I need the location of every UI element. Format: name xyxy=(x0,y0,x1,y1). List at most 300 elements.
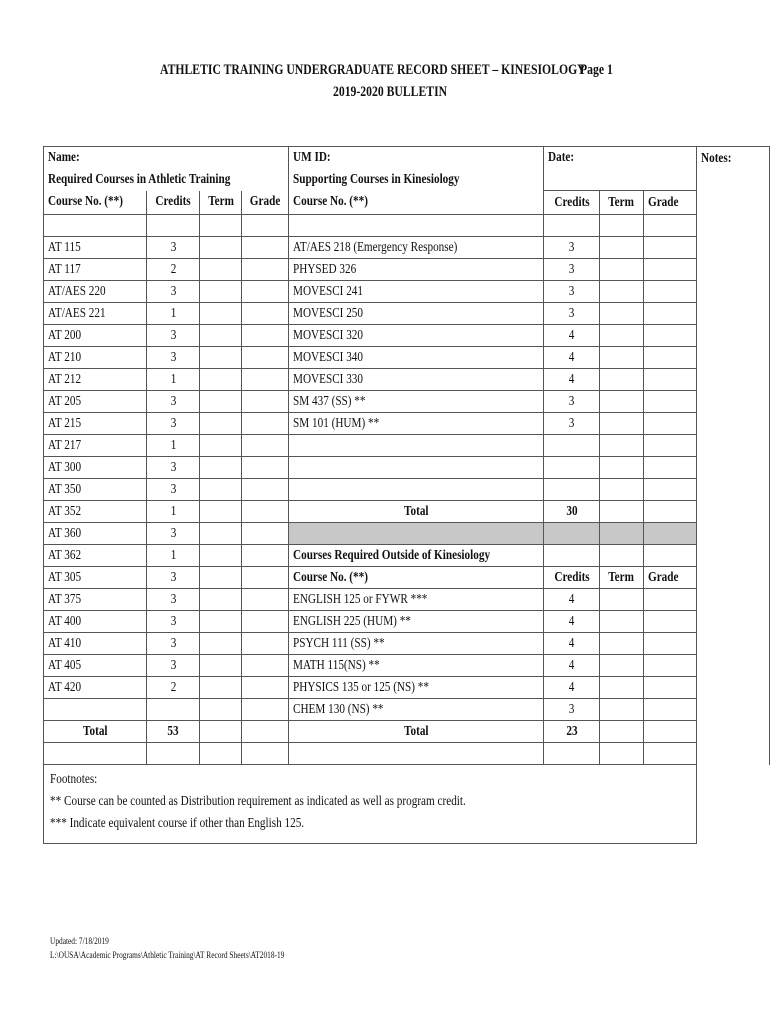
course-cell-text: AT 400 xyxy=(48,613,82,629)
grade-cell[interactable] xyxy=(241,567,288,589)
term-cell[interactable] xyxy=(600,237,644,259)
table-row xyxy=(44,655,770,677)
section-athletic-training-text: Required Courses in Athletic Training xyxy=(48,171,231,187)
col-term xyxy=(600,191,644,215)
term-cell[interactable] xyxy=(200,413,241,435)
course-cell xyxy=(44,501,147,523)
col-grade-text: Grade xyxy=(249,194,281,210)
credits-cell-text: 3 xyxy=(568,239,575,255)
credits-cell-text: 3 xyxy=(170,613,176,629)
credits-cell xyxy=(146,435,200,457)
credits-cell-text: 1 xyxy=(170,547,176,563)
notes-column xyxy=(696,147,769,237)
course-cell-text: AT 210 xyxy=(48,349,82,365)
grade-cell[interactable] xyxy=(241,413,288,435)
credits-cell xyxy=(146,237,200,259)
total-label-text: Total xyxy=(82,723,108,739)
blank xyxy=(600,721,644,743)
course-cell-text: AT/AES 221 xyxy=(48,305,106,321)
term-cell[interactable] xyxy=(200,721,241,743)
credits-cell xyxy=(146,501,200,523)
col-course-text: Course No. (**) xyxy=(48,194,123,210)
course-cell xyxy=(289,325,544,347)
credits-cell xyxy=(544,347,600,369)
blank xyxy=(289,435,544,457)
grade-cell[interactable] xyxy=(241,655,288,677)
grade-cell[interactable] xyxy=(643,655,696,677)
blank xyxy=(643,501,696,523)
course-cell-text: MATH 115(NS) ** xyxy=(293,657,380,673)
course-cell xyxy=(289,369,544,391)
col-term-text: Term xyxy=(207,194,234,210)
term-cell[interactable] xyxy=(200,347,241,369)
term-cell[interactable] xyxy=(200,325,241,347)
credits-cell xyxy=(146,677,200,699)
course-cell-text: AT 212 xyxy=(48,371,82,387)
grade-cell[interactable] xyxy=(241,721,288,743)
course-cell-text: MOVESCI 241 xyxy=(293,283,364,299)
grade-cell[interactable] xyxy=(643,479,696,501)
course-cell-text: AT 350 xyxy=(48,481,82,497)
col-grade xyxy=(241,191,288,215)
blank xyxy=(600,743,644,765)
term-cell[interactable] xyxy=(600,589,644,611)
course-cell-text: MOVESCI 250 xyxy=(293,305,364,321)
course-cell xyxy=(44,567,147,589)
grade-cell[interactable] xyxy=(643,325,696,347)
course-cell xyxy=(289,303,544,325)
credits-cell xyxy=(146,633,200,655)
term-cell[interactable] xyxy=(600,391,644,413)
credits-cell xyxy=(146,369,200,391)
grade-cell[interactable] xyxy=(643,369,696,391)
grade-cell[interactable] xyxy=(643,633,696,655)
term-cell[interactable] xyxy=(200,457,241,479)
grade-cell[interactable] xyxy=(241,589,288,611)
credits-cell xyxy=(146,281,200,303)
term-cell[interactable] xyxy=(200,281,241,303)
course-cell-text: AT 362 xyxy=(48,547,82,563)
grade-cell[interactable] xyxy=(241,743,288,765)
course-cell xyxy=(289,611,544,633)
course-cell-text: SM 101 (HUM) ** xyxy=(293,415,380,431)
course-cell xyxy=(44,633,147,655)
page-title: ATHLETIC TRAINING UNDERGRADUATE RECORD SHEET – KINESIOLOGY xyxy=(160,62,586,78)
outside-total-value-text: 23 xyxy=(566,723,578,739)
table-row xyxy=(44,169,770,191)
blank xyxy=(289,457,544,479)
table-row xyxy=(44,545,770,567)
course-cell xyxy=(44,413,147,435)
course-cell-text: MOVESCI 320 xyxy=(293,327,364,343)
table-row xyxy=(44,259,770,281)
table-row xyxy=(44,147,770,169)
grade-cell[interactable] xyxy=(643,259,696,281)
credits-cell-text: 4 xyxy=(568,657,575,673)
term-cell[interactable] xyxy=(200,743,241,765)
blank xyxy=(200,215,241,237)
credits-cell xyxy=(146,611,200,633)
credits-cell-text: 3 xyxy=(170,481,176,497)
course-cell-text: CHEM 130 (NS) ** xyxy=(293,701,384,717)
grade-cell[interactable] xyxy=(241,281,288,303)
credits-cell xyxy=(544,237,600,259)
notes-area[interactable] xyxy=(696,237,769,765)
credits-cell xyxy=(544,413,600,435)
credits-cell xyxy=(544,259,600,281)
grade-cell[interactable] xyxy=(241,457,288,479)
course-cell xyxy=(44,479,147,501)
grade-cell[interactable] xyxy=(241,633,288,655)
credits-cell xyxy=(544,325,600,347)
credits-cell-text: 3 xyxy=(568,701,575,717)
grade-cell[interactable] xyxy=(643,457,696,479)
term-cell[interactable] xyxy=(600,699,644,721)
date-label-text: Date: xyxy=(548,149,575,165)
course-cell xyxy=(44,237,147,259)
grade-cell[interactable] xyxy=(241,325,288,347)
col-credits-text: Credits xyxy=(554,569,590,585)
table-row xyxy=(44,413,770,435)
blank xyxy=(289,479,544,501)
credits-cell-text: 4 xyxy=(568,371,575,387)
grade-cell[interactable] xyxy=(643,677,696,699)
grade-cell[interactable] xyxy=(643,281,696,303)
blank xyxy=(44,743,147,765)
grade-cell[interactable] xyxy=(643,391,696,413)
blank xyxy=(146,699,200,721)
bulletin-year: 2019-2020 BULLETIN xyxy=(333,84,448,100)
outside-total-label xyxy=(289,721,544,743)
term-cell[interactable] xyxy=(600,435,644,457)
credits-cell-text: 3 xyxy=(568,261,575,277)
term-cell[interactable] xyxy=(200,589,241,611)
credits-cell xyxy=(146,325,200,347)
name-label xyxy=(44,147,289,169)
course-cell-text: AT 215 xyxy=(48,415,82,431)
course-cell xyxy=(44,325,147,347)
table-row xyxy=(44,611,770,633)
blank xyxy=(146,743,200,765)
grade-cell[interactable] xyxy=(643,435,696,457)
credits-cell xyxy=(544,633,600,655)
term-cell[interactable] xyxy=(600,281,644,303)
term-cell[interactable] xyxy=(200,303,241,325)
course-cell xyxy=(289,237,544,259)
course-cell xyxy=(289,391,544,413)
blank xyxy=(544,215,600,237)
term-cell[interactable] xyxy=(200,567,241,589)
credits-cell xyxy=(146,413,200,435)
section-athletic-training xyxy=(44,169,289,191)
course-cell-text: AT/AES 218 (Emergency Response) xyxy=(293,239,458,255)
course-cell-text: ENGLISH 225 (HUM) ** xyxy=(293,613,411,629)
supporting-total-value xyxy=(544,501,600,523)
term-cell[interactable] xyxy=(200,479,241,501)
col-grade-text: Grade xyxy=(647,569,679,585)
course-cell-text: AT 205 xyxy=(48,393,82,409)
credits-cell-text: 3 xyxy=(170,657,176,673)
grade-cell[interactable] xyxy=(241,545,288,567)
course-cell xyxy=(44,303,147,325)
grade-cell[interactable] xyxy=(241,611,288,633)
outside-total-label-text: Total xyxy=(403,723,429,739)
term-cell[interactable] xyxy=(200,435,241,457)
course-cell xyxy=(289,347,544,369)
table-row xyxy=(44,765,770,844)
course-cell xyxy=(289,677,544,699)
course-cell xyxy=(44,545,147,567)
credits-cell xyxy=(544,369,600,391)
course-cell xyxy=(44,677,147,699)
date-label xyxy=(544,147,697,169)
credits-cell xyxy=(544,303,600,325)
blank xyxy=(643,545,696,567)
grade-cell[interactable] xyxy=(643,589,696,611)
table-row xyxy=(44,743,770,765)
table-row xyxy=(44,347,770,369)
course-cell-text: AT 410 xyxy=(48,635,82,651)
course-cell xyxy=(289,281,544,303)
course-cell xyxy=(289,655,544,677)
course-cell-text: MOVESCI 330 xyxy=(293,371,364,387)
term-cell[interactable] xyxy=(200,699,241,721)
course-cell xyxy=(44,523,147,545)
credits-cell xyxy=(146,479,200,501)
blank xyxy=(544,457,600,479)
col-term xyxy=(600,567,644,589)
grade-cell[interactable] xyxy=(241,303,288,325)
term-cell[interactable] xyxy=(600,677,644,699)
footnote-line: ** Course can be counted as Distribution requirement as indicated as well as program credit. xyxy=(50,794,466,809)
credits-cell-text: 2 xyxy=(170,679,176,695)
footnote-line: *** Indicate equivalent course if other than English 125. xyxy=(50,816,305,831)
term-cell[interactable] xyxy=(200,237,241,259)
course-cell xyxy=(44,611,147,633)
grade-cell[interactable] xyxy=(241,677,288,699)
course-cell-text: AT 405 xyxy=(48,657,82,673)
umid-label-text: UM ID: xyxy=(293,149,331,165)
grade-cell[interactable] xyxy=(241,391,288,413)
credits-cell-text: 4 xyxy=(568,635,575,651)
grade-cell[interactable] xyxy=(643,347,696,369)
credits-cell xyxy=(544,699,600,721)
credits-cell-text: 3 xyxy=(170,349,176,365)
course-cell-text: AT 375 xyxy=(48,591,82,607)
course-cell-text: PSYCH 111 (SS) ** xyxy=(293,635,385,651)
blank xyxy=(600,215,644,237)
term-cell[interactable] xyxy=(200,259,241,281)
grade-cell[interactable] xyxy=(643,303,696,325)
term-cell[interactable] xyxy=(200,633,241,655)
total-value xyxy=(146,721,200,743)
grade-cell[interactable] xyxy=(241,523,288,545)
blank xyxy=(643,215,696,237)
notes-area-end xyxy=(696,765,769,844)
outside-total-value xyxy=(544,721,600,743)
blank xyxy=(643,743,696,765)
term-cell[interactable] xyxy=(600,303,644,325)
credits-cell-text: 3 xyxy=(170,459,176,475)
blank xyxy=(241,215,288,237)
total-value-text: 53 xyxy=(167,723,179,739)
term-cell[interactable] xyxy=(200,501,241,523)
course-cell xyxy=(44,259,147,281)
blank xyxy=(600,501,644,523)
term-cell[interactable] xyxy=(200,545,241,567)
table-row xyxy=(44,391,770,413)
term-cell[interactable] xyxy=(600,611,644,633)
credits-cell-text: 3 xyxy=(170,327,176,343)
blank xyxy=(600,545,644,567)
table-row xyxy=(44,567,770,589)
grade-cell[interactable] xyxy=(241,259,288,281)
col-course xyxy=(44,191,147,215)
credits-cell xyxy=(544,611,600,633)
term-cell[interactable] xyxy=(200,369,241,391)
col-term-text: Term xyxy=(608,194,635,210)
term-cell[interactable] xyxy=(200,391,241,413)
blank xyxy=(146,215,200,237)
credits-cell-text: 3 xyxy=(170,525,176,541)
term-cell[interactable] xyxy=(600,369,644,391)
course-cell xyxy=(44,391,147,413)
total-label xyxy=(44,721,147,743)
grade-cell[interactable] xyxy=(241,369,288,391)
course-cell-text: MOVESCI 340 xyxy=(293,349,364,365)
grade-cell[interactable] xyxy=(643,237,696,259)
course-cell-text: AT 352 xyxy=(48,503,82,519)
shaded-divider xyxy=(289,523,544,545)
credits-cell xyxy=(146,545,200,567)
umid-label xyxy=(289,147,544,169)
grade-cell[interactable] xyxy=(241,479,288,501)
credits-cell xyxy=(146,567,200,589)
term-cell[interactable] xyxy=(600,479,644,501)
grade-cell[interactable] xyxy=(241,237,288,259)
page-number: Page 1 xyxy=(580,62,613,78)
term-cell[interactable] xyxy=(200,611,241,633)
credits-cell-text: 3 xyxy=(568,393,575,409)
supporting-total-value-text: 30 xyxy=(566,503,578,519)
course-cell xyxy=(44,347,147,369)
credits-cell-text: 4 xyxy=(568,613,575,629)
grade-cell[interactable] xyxy=(643,413,696,435)
course-cell-text: AT 305 xyxy=(48,569,82,585)
table-row xyxy=(44,281,770,303)
grade-cell[interactable] xyxy=(241,501,288,523)
course-cell xyxy=(44,281,147,303)
course-cell xyxy=(289,633,544,655)
term-cell[interactable] xyxy=(600,457,644,479)
course-cell xyxy=(44,435,147,457)
col-credits xyxy=(146,191,200,215)
grade-cell[interactable] xyxy=(241,347,288,369)
credits-cell xyxy=(544,589,600,611)
credits-cell-text: 1 xyxy=(170,503,176,519)
table-row xyxy=(44,479,770,501)
col-credits-text: Credits xyxy=(155,194,191,210)
name-label-text: Name: xyxy=(48,149,80,165)
col-course xyxy=(289,567,544,589)
table-row xyxy=(44,215,770,237)
blank xyxy=(544,545,600,567)
blank xyxy=(544,435,600,457)
section-outside xyxy=(289,545,544,567)
term-cell[interactable] xyxy=(200,655,241,677)
course-cell xyxy=(289,699,544,721)
course-cell xyxy=(44,457,147,479)
term-cell[interactable] xyxy=(600,259,644,281)
credits-cell-text: 4 xyxy=(568,679,575,695)
term-cell[interactable] xyxy=(600,633,644,655)
credits-cell xyxy=(544,391,600,413)
credits-cell-text: 3 xyxy=(170,239,176,255)
file-path: L:\OUSA\Academic Programs\Athletic Training\AT Record Sheets\AT2018-19 xyxy=(50,950,285,960)
credits-cell xyxy=(146,457,200,479)
blank xyxy=(289,215,544,237)
course-cell-text: PHYSED 326 xyxy=(293,261,357,277)
term-cell[interactable] xyxy=(600,347,644,369)
credits-cell xyxy=(544,281,600,303)
section-outside-text: Courses Required Outside of Kinesiology xyxy=(293,547,491,563)
table-row xyxy=(44,191,770,215)
credits-cell-text: 3 xyxy=(170,635,176,651)
term-cell[interactable] xyxy=(600,325,644,347)
table-row xyxy=(44,369,770,391)
credits-cell-text: 4 xyxy=(568,349,575,365)
col-credits xyxy=(544,567,600,589)
credits-cell-text: 1 xyxy=(170,437,176,453)
footnotes-title: Footnotes: xyxy=(50,772,98,787)
course-cell-text: ENGLISH 125 or FYWR *** xyxy=(293,591,428,607)
table-row xyxy=(44,303,770,325)
credits-cell-text: 3 xyxy=(170,415,176,431)
col-term xyxy=(200,191,241,215)
grade-cell[interactable] xyxy=(643,699,696,721)
credits-cell xyxy=(146,589,200,611)
col-course-text: Course No. (**) xyxy=(293,569,368,585)
term-cell[interactable] xyxy=(600,413,644,435)
course-cell xyxy=(289,413,544,435)
table-row xyxy=(44,457,770,479)
table-row xyxy=(44,523,770,545)
col-credits-text: Credits xyxy=(554,194,590,210)
grade-cell[interactable] xyxy=(241,435,288,457)
term-cell[interactable] xyxy=(200,523,241,545)
credits-cell xyxy=(544,655,600,677)
table-row xyxy=(44,677,770,699)
credits-cell-text: 3 xyxy=(170,569,176,585)
course-cell xyxy=(289,589,544,611)
course-cell-text: AT/AES 220 xyxy=(48,283,106,299)
course-cell-text: AT 117 xyxy=(48,261,81,277)
col-course xyxy=(289,191,544,215)
term-cell[interactable] xyxy=(600,655,644,677)
course-cell-text: AT 217 xyxy=(48,437,82,453)
grade-cell[interactable] xyxy=(241,699,288,721)
course-cell xyxy=(289,259,544,281)
credits-cell-text: 3 xyxy=(568,415,575,431)
grade-cell[interactable] xyxy=(643,611,696,633)
col-grade-text: Grade xyxy=(647,194,679,210)
credits-cell xyxy=(146,391,200,413)
notes-column-text: Notes: xyxy=(700,151,732,166)
credits-cell xyxy=(146,523,200,545)
blank xyxy=(44,699,147,721)
blank xyxy=(289,743,544,765)
term-cell[interactable] xyxy=(200,677,241,699)
